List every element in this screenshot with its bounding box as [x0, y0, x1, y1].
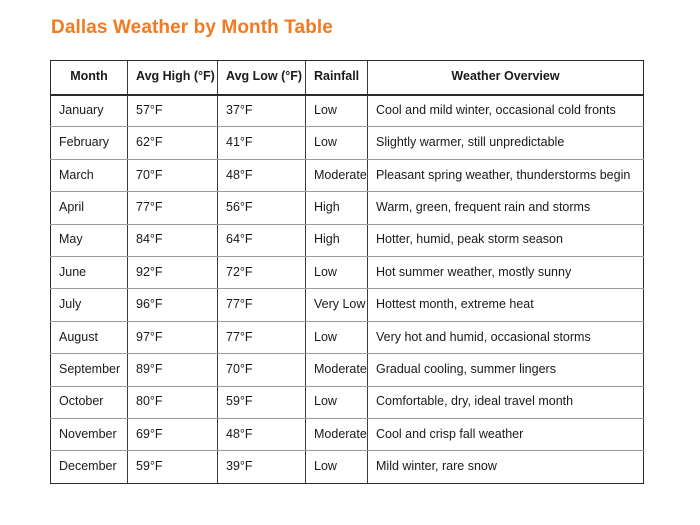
cell-overview: Hot summer weather, mostly sunny: [368, 256, 644, 288]
cell-overview: Very hot and humid, occasional storms: [368, 321, 644, 353]
cell-rainfall: Low: [306, 451, 368, 483]
cell-month: September: [51, 354, 128, 386]
cell-avg_high: 97°F: [128, 321, 218, 353]
cell-overview: Pleasant spring weather, thunderstorms begin: [368, 159, 644, 191]
cell-rainfall: Moderate: [306, 418, 368, 450]
cell-avg_high: 89°F: [128, 354, 218, 386]
column-header-overview[interactable]: Weather Overview: [368, 61, 644, 95]
cell-overview: Mild winter, rare snow: [368, 451, 644, 483]
cell-rainfall: Low: [306, 256, 368, 288]
cell-month: March: [51, 159, 128, 191]
weather-table-container: [50, 60, 643, 484]
cell-overview: Gradual cooling, summer lingers: [368, 354, 644, 386]
cell-month: August: [51, 321, 128, 353]
cell-avg_low: 48°F: [218, 159, 306, 191]
cell-overview: Cool and crisp fall weather: [368, 418, 644, 450]
cell-month: December: [51, 451, 128, 483]
cell-avg_high: 77°F: [128, 192, 218, 224]
table-row: [51, 418, 644, 450]
cell-avg_low: 64°F: [218, 224, 306, 256]
cell-avg_low: 48°F: [218, 418, 306, 450]
cell-avg_high: 80°F: [128, 386, 218, 418]
cell-month: June: [51, 256, 128, 288]
cell-avg_high: 92°F: [128, 256, 218, 288]
page-title: Dallas Weather by Month Table: [51, 17, 333, 38]
table-header: [51, 61, 644, 95]
cell-avg_low: 59°F: [218, 386, 306, 418]
column-header-month[interactable]: Month: [51, 61, 128, 95]
table-row: [51, 159, 644, 191]
cell-overview: Hottest month, extreme heat: [368, 289, 644, 321]
cell-avg_high: 59°F: [128, 451, 218, 483]
column-header-avg_high[interactable]: Avg High (°F): [128, 61, 218, 95]
column-header-rainfall[interactable]: Rainfall: [306, 61, 368, 95]
cell-avg_low: 37°F: [218, 95, 306, 127]
cell-avg_high: 62°F: [128, 127, 218, 159]
cell-month: November: [51, 418, 128, 450]
cell-overview: Cool and mild winter, occasional cold fronts: [368, 95, 644, 127]
cell-rainfall: Moderate: [306, 159, 368, 191]
cell-month: April: [51, 192, 128, 224]
table-row: [51, 289, 644, 321]
cell-overview: Slightly warmer, still unpredictable: [368, 127, 644, 159]
cell-rainfall: Low: [306, 127, 368, 159]
cell-overview: Hotter, humid, peak storm season: [368, 224, 644, 256]
cell-rainfall: Moderate: [306, 354, 368, 386]
cell-overview: Warm, green, frequent rain and storms: [368, 192, 644, 224]
table-row: [51, 354, 644, 386]
table-row: [51, 95, 644, 127]
table-row: [51, 321, 644, 353]
weather-table: [50, 60, 644, 484]
cell-avg_high: 69°F: [128, 418, 218, 450]
cell-avg_low: 72°F: [218, 256, 306, 288]
cell-month: February: [51, 127, 128, 159]
cell-avg_high: 70°F: [128, 159, 218, 191]
cell-rainfall: Low: [306, 321, 368, 353]
cell-avg_low: 41°F: [218, 127, 306, 159]
table-row: [51, 224, 644, 256]
cell-overview: Comfortable, dry, ideal travel month: [368, 386, 644, 418]
cell-avg_low: 77°F: [218, 289, 306, 321]
cell-rainfall: High: [306, 192, 368, 224]
cell-rainfall: Very Low: [306, 289, 368, 321]
cell-month: July: [51, 289, 128, 321]
cell-rainfall: Low: [306, 95, 368, 127]
cell-avg_high: 96°F: [128, 289, 218, 321]
cell-avg_low: 70°F: [218, 354, 306, 386]
table-header-row: [51, 61, 644, 95]
table-row: [51, 127, 644, 159]
cell-avg_high: 84°F: [128, 224, 218, 256]
cell-rainfall: High: [306, 224, 368, 256]
cell-rainfall: Low: [306, 386, 368, 418]
table-body: [51, 95, 644, 484]
table-row: [51, 451, 644, 483]
cell-avg_low: 39°F: [218, 451, 306, 483]
cell-month: October: [51, 386, 128, 418]
cell-avg_low: 77°F: [218, 321, 306, 353]
cell-month: January: [51, 95, 128, 127]
column-header-avg_low[interactable]: Avg Low (°F): [218, 61, 306, 95]
cell-month: May: [51, 224, 128, 256]
cell-avg_high: 57°F: [128, 95, 218, 127]
table-row: [51, 256, 644, 288]
table-row: [51, 192, 644, 224]
table-row: [51, 386, 644, 418]
cell-avg_low: 56°F: [218, 192, 306, 224]
